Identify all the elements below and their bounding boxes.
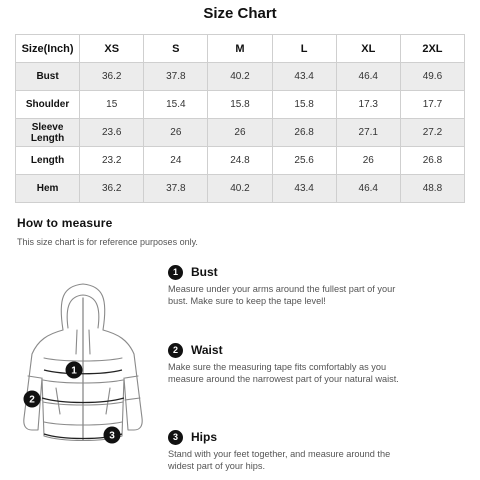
table-cell: 15.4 [144, 91, 208, 119]
step-number-badge: 3 [168, 430, 183, 445]
step-description: Measure under your arms around the fullest part of your bust. Make sure to keep the tape level! [168, 284, 396, 306]
table-cell: 43.4 [272, 63, 336, 91]
table-cell: 36.2 [80, 63, 144, 91]
step-number-badge: 2 [168, 343, 183, 358]
table-cell: 24.8 [208, 147, 272, 175]
page-title: Size Chart [203, 5, 277, 22]
table-cell: 26 [336, 147, 400, 175]
table-cell: 40.2 [208, 175, 272, 203]
measure-step-waist [168, 342, 468, 385]
step-label: Bust [191, 265, 218, 279]
table-cell: 23.6 [80, 119, 144, 147]
row-label: Length [16, 147, 80, 175]
size-chart-table [15, 34, 465, 203]
table-header-cell: M [208, 35, 272, 63]
step-description: Stand with your feet together, and measure around the widest part of your hips. [168, 449, 391, 471]
step-description: Make sure the measuring tape fits comfortably as you measure around the narrowest part of your natural waist. [168, 362, 399, 384]
table-cell: 15 [80, 91, 144, 119]
table-cell: 49.6 [400, 63, 464, 91]
table-cell: 40.2 [208, 63, 272, 91]
reference-note: This size chart is for reference purposes only. [17, 237, 198, 247]
table-header-cell: 2XL [400, 35, 464, 63]
table-cell: 15.8 [272, 91, 336, 119]
marker-1: 1 [71, 365, 77, 377]
table-cell: 27.2 [400, 119, 464, 147]
table-header-cell: S [144, 35, 208, 63]
table-cell: 17.3 [336, 91, 400, 119]
row-label: Hem [16, 175, 80, 203]
table-cell: 46.4 [336, 175, 400, 203]
table-cell: 23.2 [80, 147, 144, 175]
table-row [16, 119, 465, 147]
table-cell: 26 [144, 119, 208, 147]
table-header-cell: L [272, 35, 336, 63]
table-header-cell: XL [336, 35, 400, 63]
measure-step-hips [168, 429, 468, 472]
table-cell: 36.2 [80, 175, 144, 203]
table-row [16, 91, 465, 119]
table-cell: 37.8 [144, 63, 208, 91]
table-header-cell: Size(Inch) [16, 35, 80, 63]
table-header-cell: XS [80, 35, 144, 63]
table-cell: 26 [208, 119, 272, 147]
row-label: Sleeve Length [16, 119, 80, 147]
table-cell: 43.4 [272, 175, 336, 203]
step-number-badge: 1 [168, 265, 183, 280]
step-label: Waist [191, 343, 223, 357]
table-cell: 37.8 [144, 175, 208, 203]
table-cell: 25.6 [272, 147, 336, 175]
table-cell: 46.4 [336, 63, 400, 91]
table-cell: 27.1 [336, 119, 400, 147]
table-cell: 26.8 [400, 147, 464, 175]
table-row [16, 175, 465, 203]
row-label: Shoulder [16, 91, 80, 119]
table-cell: 15.8 [208, 91, 272, 119]
marker-3: 3 [109, 430, 115, 442]
table-row [16, 63, 465, 91]
table-header-row [16, 35, 465, 63]
table-cell: 24 [144, 147, 208, 175]
row-label: Bust [16, 63, 80, 91]
table-cell: 26.8 [272, 119, 336, 147]
marker-2: 2 [29, 394, 35, 406]
step-label: Hips [191, 430, 218, 444]
table-cell: 17.7 [400, 91, 464, 119]
how-to-measure-heading: How to measure [17, 216, 113, 230]
hooded-jacket-icon [8, 258, 158, 458]
table-row [16, 147, 465, 175]
measure-step-bust [168, 264, 468, 307]
table-cell: 48.8 [400, 175, 464, 203]
